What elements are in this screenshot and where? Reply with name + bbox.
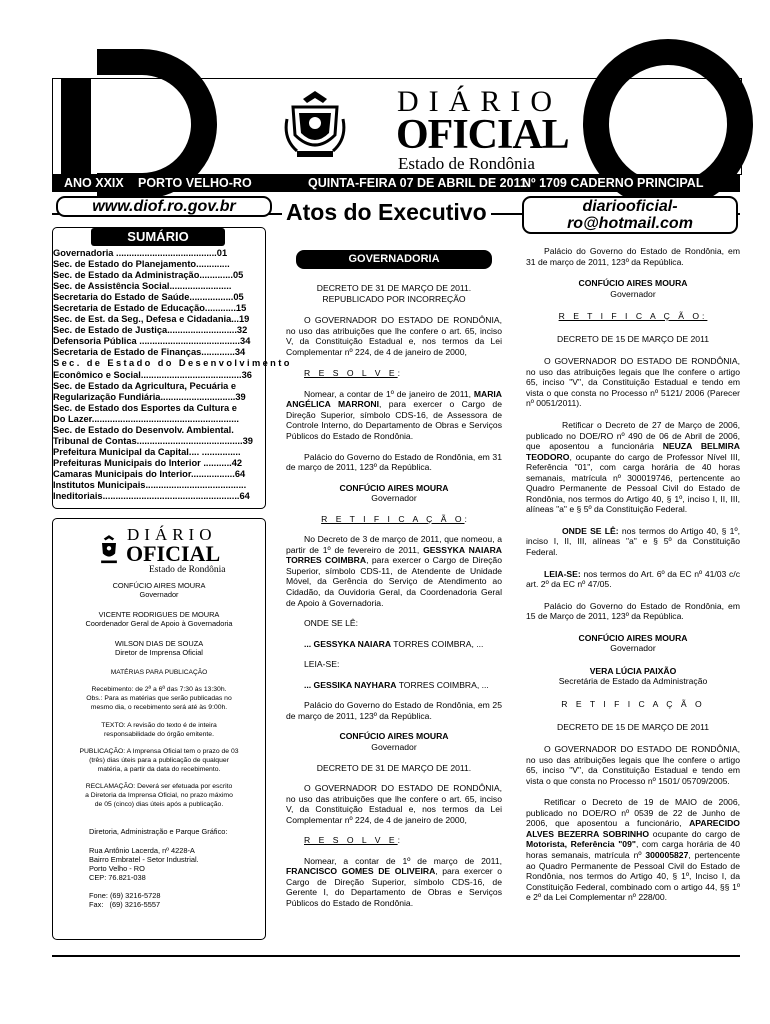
decree-paragraph: Retificar o Decreto de 27 de Março de 2006, publicado no DOE/RO nº 490 de 06 de Abril de 2006, que aposentou a funcionária NEUZA BELMIRA TEODORO, ocupante do cargo de Professor Nível III, Referência "01", com carga horária de 40 horas semanais, matrícula nº 300019746, pertencente ao Quadro Permanente de Pessoal Civil do Estado de Rondônia, nos termos do Artigo 40, § 1º, inciso I, II, III, alíneas "a" e § 5º da Constituição Federal. — [526, 420, 740, 515]
signature-title: Secretária de Estado da Administração — [558, 676, 708, 687]
materias-line: mesmo dia, o recebimento será até às 9:00h. — [90, 704, 228, 711]
retificacao-label: R E T I F I C A Ç Ã O — [321, 513, 465, 524]
decree-paragraph: O GOVERNADOR DO ESTADO DE RONDÔNIA, no uso das atribuições legais que lhe confere o artigo 65, inciso "V", da Constituição Estadual e tendo em vista o que consta no Processo nº 5121/ 2006 (Parecer nº 0051/2011). — [526, 356, 740, 409]
onde-text: ... GESSYKA NAIARA TORRES COIMBRA, ... — [304, 638, 484, 649]
materias-line: Recebimento: de 2ª a 6ª das 7:30 às 13:30h. — [91, 686, 227, 693]
issue-city: PORTO VELHO-RO — [138, 176, 252, 190]
onde-text: ONDE SE LÊ: nos termos do Artigo 40, § 1º, inciso I, II, III, alíneas "a" e § 5º da Constituição Federal. — [526, 525, 740, 558]
materias-line: Obs.: Para as matérias que serão publicadas no — [86, 695, 232, 702]
decree-paragraph: Retificar o Decreto de 19 de MAIO de 2006, publicado no DOE/RO nº 0539 de 22 de Junho de 2006, que aposentou a funcionário, APARECIDO ALVES BEZERRA SOBRINHO ocupante do cargo de Motorista, Referência "09", com carga horária de 40 horas semanais, matrícula nº 300005827, pertencente ao Quadro Permanente de Pessoal Civil do Estado de Rondônia, nos termos do Artigo 40, § 1º, Inciso I, da Constituição Federal, combinado com o artigo 44, §§ 1º e 2º da Lei Complementar nº 228/00. — [526, 797, 741, 903]
publication-info-box — [52, 518, 266, 940]
bottom-rule — [52, 955, 740, 957]
logo-title-top: DIÁRIO — [127, 525, 217, 544]
summary-item[interactable]: Econômico e Social.......................................36 — [53, 369, 252, 380]
summary-item[interactable]: Camaras Municipais do Interior.................64 — [53, 468, 246, 479]
signature-title: Governador — [610, 643, 656, 654]
summary-item[interactable]: Ineditoriais.....................................................64 — [53, 491, 250, 502]
masthead — [52, 78, 742, 175]
signature-title: Governador — [371, 741, 417, 752]
signature-name: CONFÚCIO AIRES MOURA — [578, 278, 688, 289]
texto-line: responsabilidade do órgão emitente. — [104, 731, 214, 738]
column-retificacoes — [526, 246, 740, 903]
resolve-label: R E S O L V E — [304, 368, 398, 379]
signature-name: CONFÚCIO AIRES MOURA — [339, 731, 449, 742]
summary-item[interactable]: Sec. de Estado do Desenvolv. Ambiental. — [53, 424, 234, 435]
decree-paragraph: Palácio do Governo do Estado de Rondônia, em 25 de março de 2011, 123º da República. — [286, 700, 502, 721]
decree-paragraph: Nomear, a contar de 1º de janeiro de 2011, MARIA ANGÉLICA MARRONI, para exercer o Cargo de Direção Superior, símbolo CDS-16, de Assessora de Controle Interno, do Departamento de Obras e Serviços Públicos do Estado de Rondônia. — [286, 388, 502, 442]
signature-name: CONFÚCIO AIRES MOURA — [339, 482, 449, 493]
masthead-title-main: OFICIAL — [396, 112, 569, 158]
summary-title: SUMÁRIO — [91, 228, 225, 246]
address-line: Rua Antônio Lacerda, nº 4228-A — [89, 846, 195, 855]
address-line: CEP: 76.821-038 — [89, 873, 146, 882]
summary-item[interactable]: Sec. de Estado do Desenvolvimento — [53, 358, 292, 369]
summary-item[interactable]: Secretaria do Estado de Saúde.................05 — [53, 292, 244, 303]
reclamacao-line: de 05 (cinco) dias úteis após a publicação. — [94, 801, 224, 808]
masthead-subtitle: Estado de Rondônia — [398, 154, 535, 173]
masthead-title-top: DIÁRIO — [397, 85, 562, 118]
summary-item[interactable]: Prefeitura Municipal da Capital.... ............... — [53, 446, 241, 457]
issue-edition: Nº 1709 CADERNO PRINCIPAL — [522, 176, 704, 190]
signature-name: CONFÚCIO AIRES MOURA — [578, 632, 688, 643]
state-crest-icon — [95, 533, 123, 567]
summary-item[interactable]: Sec. de Estado dos Esportes da Cultura e — [53, 402, 237, 413]
summary-item[interactable]: Do Lazer......................................................... — [53, 413, 239, 424]
governor-title: Governador — [139, 590, 179, 599]
decree-title: DECRETO DE 15 DE MARÇO DE 2011 — [556, 333, 710, 344]
summary-item[interactable]: Secretaria de Estado de Educação............15 — [53, 303, 247, 314]
summary-item[interactable]: Sec. de Estado do Planejamento............. — [53, 259, 230, 270]
address-line: Porto Velho - RO — [89, 864, 145, 873]
leia-text: ... GESSIKA NAYHARA TORRES COIMBRA, ... — [304, 679, 489, 690]
website-link[interactable]: www.diof.ro.gov.br — [56, 196, 272, 217]
summary-item[interactable]: Prefeituras Municipais do Interior ...........42 — [53, 457, 243, 468]
leia-text: LEIA-SE: nos termos do Art. 6º da EC nº 41/03 c/c art. 2º da EC nº 47/05. — [526, 568, 740, 590]
governadoria-header: GOVERNADORIA — [296, 250, 492, 269]
summary-item[interactable]: Secretaria de Estado de Finanças.............34 — [53, 347, 246, 358]
decree-paragraph: Palácio do Governo do Estado de Rondônia, em 31 de março de 2011, 123º da República. — [286, 451, 502, 473]
summary-item[interactable]: Governadoria .......................................01 — [53, 248, 228, 258]
director-title: Diretor de Imprensa Oficial — [115, 648, 203, 657]
coordinator-title: Coordenador Geral de Apoio à Governadoria — [85, 619, 233, 628]
masthead-decor — [61, 79, 91, 174]
address-line: Bairro Embratel - Setor Industrial. — [89, 855, 199, 864]
signature-title: Governador — [610, 288, 656, 299]
publicacao-line: (três) dias úteis para a publicação de qualquer — [89, 757, 229, 764]
decree-title: DECRETO DE 15 DE MARÇO DE 2011 — [556, 721, 710, 732]
governor-name: CONFÚCIO AIRES MOURA — [112, 581, 206, 590]
summary-item[interactable]: Sec. de Estado de Justiça...........................32 — [53, 325, 248, 336]
decree-paragraph: No Decreto de 3 de março de 2011, que nomeou, a partir de 1º de fevereiro de 2011, GESSYKA NAIARA TORRES COIMBRA, para exercer o Cargo de Direção Superior, símbolo CDS-11, de Atendente de Unidade Móvel, da Gerência do Serviço de Atendimento ao Cidadão, da Ouvidoria Geral, da Coordenadoria Geral de Apoio à Governadoria. — [286, 534, 502, 608]
email-link[interactable]: diariooficial-ro@hotmail.com — [522, 196, 738, 234]
decree-paragraph: O GOVERNADOR DO ESTADO DE RONDÔNIA, no uso das atribuições legais que lhe confere o artigo 65, inciso "V", da Constituição Estadual e tendo em vista o que consta no Processo nº 1501/ 05709/2005. — [526, 744, 740, 786]
summary-item[interactable]: Institutos Municipais....................................... — [53, 479, 247, 490]
summary-item[interactable]: Sec. de Assistência Social........................ — [53, 281, 232, 292]
texto-line: TEXTO: A revisão do texto é de inteira — [101, 722, 217, 729]
reclamacao-line: RECLAMAÇÃO: Deverá ser efetuada por escrito — [85, 783, 233, 790]
summary-box — [52, 227, 292, 509]
retificacao-label: R E T I F I C A Ç Ã O — [561, 698, 705, 709]
onde-label: ONDE SE LÊ: — [304, 618, 358, 629]
decree-paragraph: O GOVERNADOR DO ESTADO DE RONDÔNIA, no uso das atribuições que lhe confere o art. 65, inciso V, da Constituição Estadual e, nos termos da Lei Complementar nº 224, de 4 de janeiro de 2000, — [286, 783, 502, 825]
fax-number: Fax: (69) 3216-5557 — [89, 900, 161, 909]
phone-number: Fone: (69) 3216-5728 — [89, 891, 161, 900]
state-crest-icon — [283, 89, 347, 161]
leia-label: LEIA-SE: — [304, 659, 340, 670]
signature-name: VERA LÚCIA PAIXÃO — [589, 665, 677, 676]
summary-item[interactable]: Sec. de Estado da Agricultura, Pecuária e — [53, 380, 237, 391]
decree-paragraph: O GOVERNADOR DO ESTADO DE RONDÔNIA, no uso das atribuições que lhe confere o art. 65, inciso V, da Constituição Estadual e, nos termos da Lei Complementar nº 224, de 4 de janeiro de 2000, — [286, 315, 502, 357]
materias-title: MATÉRIAS PARA PUBLICAÇÃO — [110, 669, 208, 676]
issue-year: ANO XXIX — [64, 176, 124, 190]
summary-item[interactable]: Regularização Fundiária.............................39 — [53, 391, 246, 402]
coordinator-name: VICENTE RODRIGUES DE MOURA — [98, 610, 220, 619]
retificacao-label: R E T I F I C A Ç Ã O: — [558, 311, 708, 322]
section-title: Atos do Executivo — [282, 199, 491, 226]
logo-title-main: OFICIAL — [126, 541, 221, 566]
publication-logo — [93, 525, 243, 575]
decree-paragraph: Palácio do Governo do Estado de Rondônia, em 31 de março de 2011, 123º da República. — [526, 246, 740, 267]
publicacao-line: PUBLICAÇÃO: A Imprensa Oficial tem o prazo de 03 — [79, 748, 239, 755]
publicacao-line: matéria, a partir da data do recebimento. — [97, 766, 221, 773]
decree-paragraph: Nomear, a contar de 1º de março de 2011, FRANCISCO GOMES DE OLIVEIRA, para exercer o Cargo de Direção Superior, símbolo CDS-16, de Gerente I, do Departamento de Obras e Serviços Públicos do Estado de Rondônia. — [286, 855, 503, 908]
decree-title: DECRETO DE 31 DE MARÇO DE 2011. — [316, 762, 472, 773]
issue-info-bar — [52, 174, 740, 192]
column-governadoria: GOVERNADORIA DECRETO DE 31 DE MARÇO DE 2011. REPUBLICADO POR INCORREÇÃO O GOVERNADOR DO ESTADO DE RONDÔNIA, no uso das atribuições que lhe confere o art. 65, inciso V, da Constituição Estadual e, nos termos da Lei Complementar nº 224, de 4 de janeiro de 2000, R E S O L V E: Nomear, a contar de 1º de janeiro de 2011, MARIA ANGÉLICA MARRONI, para exercer o Cargo de Direção Superior, símbolo CDS-16, de Assessora de Controle Interno, do Departamento de Obras e Serviços Públicos do Estado de Rondônia. Palácio do Governo do Estado de Rondônia, em 31 de março de 2011, 123º da República. CONFÚCIO AIRES MOURA Governador R E T I F I C A Ç Ã O: No Decreto de 3 de março de 2011, que nomeou, a partir de 1º de fevereiro de 2011, GESSYKA NAIARA TORRES COIMBRA, para exercer o Cargo de Direção Superior, símbolo CDS-11, de Atendente de Unidade Móvel, da Gerência do Serviço de Atendimento ao Cidadão, da Ouvidoria Geral, da Coordenadoria Geral de Apoio à Governadoria. ONDE SE LÊ: ... GESSYKA NAIARA TORRES COIMBRA, ... LEIA-SE: ... GESSIKA NAYHARA TORRES COIMBRA, ... Palácio do Governo do Estado de Rondônia, em 25 de março de 2011, 123º da República. CONFÚCIO AIRES MOURA Governador DECRETO DE 31 DE MARÇO DE 2011. O GOVERNADOR DO ESTADO DE RONDÔNIA, no uso das atribuições que lhe confere o art. 65, inciso V, da Constituição Estadual e, nos termos da Lei Complementar nº 224, de 4 de janeiro de 2000, R E S O L V E: Nomear, a contar de 1º de março de 2011, FRANCISCO GOMES DE OLIVEIRA, para exercer o Cargo de Direção Superior, símbolo CDS-16, de Gerente I, do Departamento de Obras e Serviços Públicos do Estado de Rondônia. — [286, 250, 502, 909]
admin-heading: Diretoria, Administração e Parque Gráfico: — [89, 827, 228, 836]
decree-title: DECRETO DE 31 DE MARÇO DE 2011. — [316, 283, 472, 293]
decree-paragraph: Palácio do Governo do Estado de Rondônia, em 15 de Março de 2011, 123º da República. — [526, 600, 740, 622]
summary-item[interactable]: Defensoria Pública .......................................34 — [53, 336, 251, 347]
logo-subtitle: Estado de Rondônia — [149, 565, 226, 575]
resolve-label: R E S O L V E — [304, 835, 398, 846]
summary-item[interactable]: Tribunal de Contas.........................................39 — [53, 435, 253, 446]
reclamacao-line: a Diretoria da Imprensa Oficial, no prazo máximo — [85, 792, 233, 799]
summary-item[interactable]: Sec. de Estado da Administração.............05 — [53, 270, 244, 281]
director-name: WILSON DIAS DE SOUZA — [114, 639, 204, 648]
signature-title: Governador — [371, 493, 417, 504]
summary-list — [53, 248, 292, 502]
summary-item[interactable]: Sec. de Est. da Seg., Defesa e Cidadania...19 — [53, 314, 250, 325]
decree-subtitle: REPUBLICADO POR INCORREÇÃO — [322, 293, 466, 304]
issue-date: QUINTA-FEIRA 07 DE ABRIL DE 2011 — [308, 176, 527, 190]
